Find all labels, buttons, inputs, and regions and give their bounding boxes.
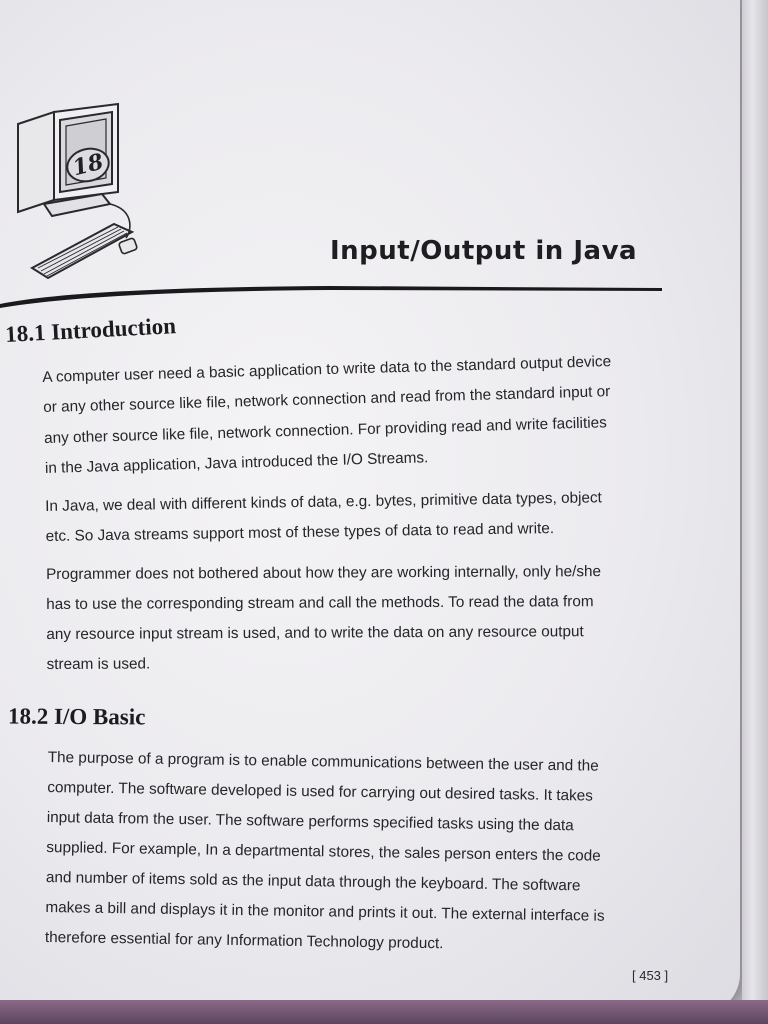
text-line: computer. The software developed is used for carrying out desired tasks. It takes — [47, 778, 593, 805]
section-heading-io-basic: 18.2 I/O Basic — [7, 703, 146, 730]
chapter-title: Input/Output in Java — [330, 236, 638, 266]
background-surface — [0, 1000, 768, 1024]
intro-paragraph-1 — [42, 347, 614, 484]
text-line: supplied. For example, In a departmental stores, the sales person enters the code — [46, 838, 601, 865]
intro-paragraph-3 — [46, 557, 602, 680]
text-line: Programmer does not bothered about how they are working internally, only he/she — [46, 563, 602, 583]
text-line: etc. So Java streams support most of these types of data to read and write. — [45, 520, 555, 546]
text-line: stream is used. — [46, 655, 151, 673]
next-page-edge — [742, 0, 768, 1024]
text-line: makes a bill and displays it in the monitor and prints it out. The external interface is — [45, 898, 605, 925]
text-line: has to use the corresponding stream and call the methods. To read the data from — [46, 593, 594, 613]
chapter-number-text: 18 — [69, 148, 107, 182]
io-basic-paragraph — [45, 743, 607, 962]
text-line: and number of items sold as the input data through the keyboard. The software — [45, 868, 581, 895]
page-number: [ 453 ] — [632, 968, 669, 983]
computer-icon — [14, 100, 164, 290]
text-line: input data from the user. The software performs specified tasks using the data — [46, 808, 574, 835]
text-line: In Java, we deal with different kinds of data, e.g. bytes, primitive data types, object — [45, 489, 602, 515]
text-line: A computer user need a basic application to write data to the standard output device — [42, 353, 612, 386]
section-heading-introduction: 18.1 Introduction — [4, 313, 177, 348]
text-line: any other source like file, network connection. For providing read and write facilities — [43, 413, 607, 447]
text-line: or any other source like file, network connection and read from the standard input or — [43, 383, 611, 417]
text-line: in the Java application, Java introduced the I/O Streams. — [44, 449, 429, 477]
text-line: The purpose of a program is to enable communications between the user and the — [47, 748, 599, 775]
intro-paragraph-2 — [45, 483, 603, 552]
chapter-title-rule — [0, 280, 680, 310]
text-line: any resource input stream is used, and to write the data on any resource output — [46, 623, 584, 643]
text-line: therefore essential for any Information Technology product. — [44, 928, 444, 953]
